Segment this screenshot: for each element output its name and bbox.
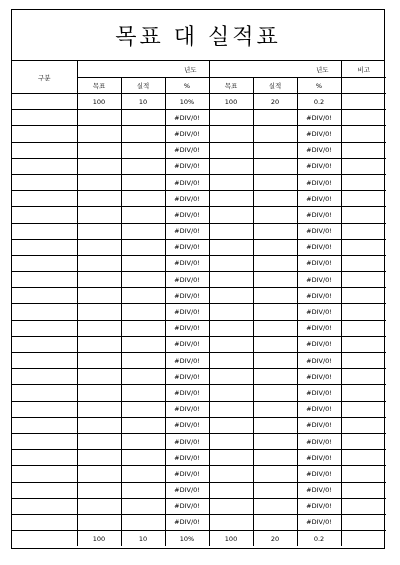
data-row	[12, 482, 386, 498]
category-cell[interactable]	[12, 174, 77, 190]
percent-cell-1[interactable]: #DIV/0!	[165, 401, 209, 417]
percent-cell-1[interactable]: #DIV/0!	[165, 239, 209, 255]
data-row-first	[12, 94, 386, 110]
remarks-cell[interactable]	[341, 450, 386, 466]
header-row-years	[12, 61, 386, 78]
data-row-total	[12, 531, 386, 547]
percent-cell-2[interactable]: #DIV/0!	[297, 207, 341, 223]
actual-cell-1[interactable]	[121, 142, 165, 158]
percent-cell-1[interactable]: #DIV/0!	[165, 158, 209, 174]
data-row	[12, 401, 386, 417]
target-header-1: 목표	[77, 78, 121, 94]
category-cell[interactable]	[12, 304, 77, 320]
remarks-cell[interactable]	[341, 239, 386, 255]
actual-cell-2[interactable]	[253, 320, 297, 336]
category-cell[interactable]	[12, 336, 77, 352]
percent-cell-1[interactable]: #DIV/0!	[165, 466, 209, 482]
target-cell-2[interactable]	[209, 207, 253, 223]
actual-cell-1[interactable]	[121, 110, 165, 126]
actual-cell-2[interactable]	[253, 466, 297, 482]
data-row	[12, 466, 386, 482]
actual-cell-1[interactable]	[121, 336, 165, 352]
target-cell-1[interactable]	[77, 385, 121, 401]
category-cell[interactable]	[12, 110, 77, 126]
actual-cell-1[interactable]	[121, 304, 165, 320]
actual-cell-2[interactable]	[253, 126, 297, 142]
remarks-header: 비고	[341, 61, 386, 78]
percent-cell-1[interactable]: #DIV/0!	[165, 433, 209, 449]
percent-cell-2[interactable]: #DIV/0!	[297, 401, 341, 417]
actual-cell-2[interactable]	[253, 158, 297, 174]
actual-cell-1[interactable]: 10	[121, 531, 165, 547]
actual-cell-1[interactable]	[121, 369, 165, 385]
data-row	[12, 255, 386, 271]
actual-cell-2[interactable]	[253, 207, 297, 223]
data-row	[12, 369, 386, 385]
category-cell[interactable]	[12, 255, 77, 271]
category-cell[interactable]	[12, 158, 77, 174]
percent-cell-1[interactable]: #DIV/0!	[165, 450, 209, 466]
actual-header-1: 실적	[121, 78, 165, 94]
percent-cell-2[interactable]: #DIV/0!	[297, 320, 341, 336]
target-cell-1[interactable]	[77, 466, 121, 482]
data-row	[12, 417, 386, 433]
percent-cell-2[interactable]: #DIV/0!	[297, 126, 341, 142]
target-cell-2[interactable]	[209, 369, 253, 385]
remarks-cell[interactable]	[341, 158, 386, 174]
actual-cell-1[interactable]	[121, 320, 165, 336]
percent-cell-2[interactable]: #DIV/0!	[297, 288, 341, 304]
percent-cell-1[interactable]: #DIV/0!	[165, 417, 209, 433]
target-cell-2[interactable]	[209, 304, 253, 320]
percent-cell-1[interactable]: #DIV/0!	[165, 304, 209, 320]
remarks-cell[interactable]	[341, 498, 386, 514]
data-row	[12, 223, 386, 239]
category-cell[interactable]	[12, 482, 77, 498]
data-row	[12, 207, 386, 223]
percent-cell-2[interactable]: #DIV/0!	[297, 466, 341, 482]
category-cell[interactable]	[12, 126, 77, 142]
target-cell-2[interactable]	[209, 239, 253, 255]
percent-cell-2[interactable]: #DIV/0!	[297, 174, 341, 190]
category-cell[interactable]	[12, 191, 77, 207]
year-header-1: 년도	[77, 61, 209, 78]
category-cell[interactable]	[12, 272, 77, 288]
actual-cell-2[interactable]	[253, 223, 297, 239]
percent-cell-1[interactable]: #DIV/0!	[165, 142, 209, 158]
percent-cell-2[interactable]: 0.2	[297, 94, 341, 110]
percent-cell-1[interactable]: #DIV/0!	[165, 207, 209, 223]
target-cell-1[interactable]	[77, 158, 121, 174]
target-cell-1[interactable]	[77, 239, 121, 255]
percent-cell-2[interactable]: #DIV/0!	[297, 336, 341, 352]
document-title: 목표 대 실적표	[12, 10, 384, 61]
remarks-cell[interactable]	[341, 514, 386, 530]
category-cell[interactable]	[12, 401, 77, 417]
target-cell-1[interactable]	[77, 353, 121, 369]
data-row	[12, 433, 386, 449]
remarks-cell[interactable]	[341, 207, 386, 223]
remarks-cell[interactable]	[341, 353, 386, 369]
actual-cell-2[interactable]: 20	[253, 531, 297, 547]
actual-cell-2[interactable]	[253, 401, 297, 417]
actual-cell-1[interactable]	[121, 288, 165, 304]
remarks-cell[interactable]	[341, 142, 386, 158]
percent-cell-2[interactable]: #DIV/0!	[297, 304, 341, 320]
target-cell-2[interactable]	[209, 353, 253, 369]
actual-cell-1[interactable]	[121, 158, 165, 174]
remarks-cell[interactable]	[341, 304, 386, 320]
actual-cell-2[interactable]	[253, 336, 297, 352]
percent-cell-2[interactable]: #DIV/0!	[297, 433, 341, 449]
target-cell-2[interactable]	[209, 110, 253, 126]
percent-cell-2[interactable]: #DIV/0!	[297, 239, 341, 255]
target-cell-2[interactable]	[209, 401, 253, 417]
actual-cell-2[interactable]	[253, 239, 297, 255]
target-actual-table	[12, 61, 386, 546]
actual-cell-2[interactable]	[253, 353, 297, 369]
actual-cell-2[interactable]	[253, 191, 297, 207]
percent-cell-1[interactable]: #DIV/0!	[165, 514, 209, 530]
data-row	[12, 191, 386, 207]
remarks-cell[interactable]	[341, 401, 386, 417]
remarks-cell[interactable]	[341, 320, 386, 336]
percent-cell-2[interactable]: #DIV/0!	[297, 191, 341, 207]
actual-cell-2[interactable]	[253, 498, 297, 514]
data-row	[12, 353, 386, 369]
data-row	[12, 142, 386, 158]
category-cell[interactable]	[12, 450, 77, 466]
data-row	[12, 498, 386, 514]
actual-cell-2[interactable]	[253, 385, 297, 401]
data-row	[12, 174, 386, 190]
percent-cell-1[interactable]: #DIV/0!	[165, 482, 209, 498]
target-cell-1[interactable]: 100	[77, 531, 121, 547]
remarks-cell[interactable]	[341, 336, 386, 352]
target-cell-2[interactable]	[209, 417, 253, 433]
actual-cell-2[interactable]	[253, 142, 297, 158]
target-cell-2[interactable]	[209, 142, 253, 158]
actual-cell-1[interactable]	[121, 498, 165, 514]
percent-cell-2[interactable]: #DIV/0!	[297, 385, 341, 401]
data-row	[12, 288, 386, 304]
target-cell-1[interactable]	[77, 369, 121, 385]
target-cell-2[interactable]: 100	[209, 94, 253, 110]
target-cell-1[interactable]	[77, 142, 121, 158]
percent-cell-1[interactable]: #DIV/0!	[165, 174, 209, 190]
actual-cell-1[interactable]	[121, 255, 165, 271]
remarks-cell[interactable]	[341, 531, 386, 547]
percent-cell-1[interactable]: #DIV/0!	[165, 110, 209, 126]
target-cell-1[interactable]	[77, 288, 121, 304]
target-cell-1[interactable]	[77, 482, 121, 498]
target-cell-2[interactable]	[209, 466, 253, 482]
data-row	[12, 450, 386, 466]
percent-cell-1[interactable]: #DIV/0!	[165, 385, 209, 401]
target-cell-1[interactable]	[77, 304, 121, 320]
data-row	[12, 126, 386, 142]
actual-cell-2[interactable]	[253, 433, 297, 449]
actual-cell-1[interactable]	[121, 223, 165, 239]
target-cell-1[interactable]	[77, 110, 121, 126]
target-header-2: 목표	[209, 78, 253, 94]
category-header: 구분	[12, 61, 77, 94]
target-cell-2[interactable]	[209, 320, 253, 336]
percent-cell-1[interactable]: #DIV/0!	[165, 223, 209, 239]
percent-cell-1[interactable]: #DIV/0!	[165, 191, 209, 207]
actual-cell-2[interactable]	[253, 369, 297, 385]
actual-cell-1[interactable]	[121, 191, 165, 207]
percent-cell-2[interactable]: 0.2	[297, 531, 341, 547]
percent-cell-2[interactable]: #DIV/0!	[297, 223, 341, 239]
percent-header-1: %	[165, 78, 209, 94]
remarks-cell[interactable]	[341, 417, 386, 433]
category-cell[interactable]	[12, 531, 77, 547]
remarks-cell[interactable]	[341, 110, 386, 126]
remarks-cell[interactable]	[341, 369, 386, 385]
category-cell[interactable]	[12, 514, 77, 530]
target-cell-1[interactable]	[77, 336, 121, 352]
actual-cell-2[interactable]	[253, 255, 297, 271]
actual-cell-2[interactable]: 20	[253, 94, 297, 110]
actual-cell-2[interactable]	[253, 304, 297, 320]
category-cell[interactable]	[12, 239, 77, 255]
percent-cell-1[interactable]: #DIV/0!	[165, 126, 209, 142]
actual-cell-1[interactable]: 10	[121, 94, 165, 110]
actual-cell-1[interactable]	[121, 433, 165, 449]
percent-cell-2[interactable]: #DIV/0!	[297, 450, 341, 466]
percent-cell-1[interactable]: 10%	[165, 531, 209, 547]
actual-cell-2[interactable]	[253, 174, 297, 190]
data-row	[12, 336, 386, 352]
percent-cell-2[interactable]: #DIV/0!	[297, 158, 341, 174]
data-row	[12, 304, 386, 320]
category-cell[interactable]	[12, 417, 77, 433]
data-row	[12, 320, 386, 336]
target-cell-1[interactable]: 100	[77, 94, 121, 110]
target-cell-2[interactable]	[209, 433, 253, 449]
target-cell-2[interactable]	[209, 174, 253, 190]
target-cell-2[interactable]: 100	[209, 531, 253, 547]
category-cell[interactable]	[12, 369, 77, 385]
category-cell[interactable]	[12, 223, 77, 239]
category-cell[interactable]	[12, 466, 77, 482]
actual-header-2: 실적	[253, 78, 297, 94]
target-cell-1[interactable]	[77, 223, 121, 239]
percent-cell-2[interactable]: #DIV/0!	[297, 353, 341, 369]
target-cell-2[interactable]	[209, 158, 253, 174]
category-cell[interactable]	[12, 498, 77, 514]
data-row	[12, 239, 386, 255]
percent-cell-2[interactable]: #DIV/0!	[297, 514, 341, 530]
actual-cell-1[interactable]	[121, 353, 165, 369]
data-row	[12, 272, 386, 288]
percent-cell-1[interactable]: #DIV/0!	[165, 255, 209, 271]
data-row	[12, 514, 386, 530]
percent-cell-1[interactable]: #DIV/0!	[165, 336, 209, 352]
percent-cell-2[interactable]: #DIV/0!	[297, 142, 341, 158]
percent-cell-1[interactable]: #DIV/0!	[165, 288, 209, 304]
remarks-cell[interactable]	[341, 223, 386, 239]
percent-cell-1[interactable]: #DIV/0!	[165, 320, 209, 336]
percent-cell-2[interactable]: #DIV/0!	[297, 272, 341, 288]
target-cell-1[interactable]	[77, 320, 121, 336]
actual-cell-1[interactable]	[121, 239, 165, 255]
target-cell-1[interactable]	[77, 174, 121, 190]
actual-cell-1[interactable]	[121, 450, 165, 466]
actual-cell-1[interactable]	[121, 272, 165, 288]
target-cell-1[interactable]	[77, 433, 121, 449]
target-cell-2[interactable]	[209, 126, 253, 142]
percent-cell-2[interactable]: #DIV/0!	[297, 482, 341, 498]
target-cell-1[interactable]	[77, 401, 121, 417]
target-cell-1[interactable]	[77, 498, 121, 514]
category-cell[interactable]	[12, 385, 77, 401]
remarks-cell[interactable]	[341, 288, 386, 304]
remarks-cell[interactable]	[341, 126, 386, 142]
target-cell-2[interactable]	[209, 191, 253, 207]
actual-cell-1[interactable]	[121, 482, 165, 498]
category-cell[interactable]	[12, 207, 77, 223]
actual-cell-1[interactable]	[121, 466, 165, 482]
category-cell[interactable]	[12, 288, 77, 304]
remarks-cell[interactable]	[341, 482, 386, 498]
category-cell[interactable]	[12, 320, 77, 336]
target-cell-1[interactable]	[77, 191, 121, 207]
remarks-cell[interactable]	[341, 272, 386, 288]
percent-cell-2[interactable]: #DIV/0!	[297, 498, 341, 514]
actual-cell-1[interactable]	[121, 207, 165, 223]
actual-cell-2[interactable]	[253, 110, 297, 126]
category-cell[interactable]	[12, 353, 77, 369]
target-cell-2[interactable]	[209, 482, 253, 498]
remarks-cell[interactable]	[341, 433, 386, 449]
data-row	[12, 158, 386, 174]
target-cell-1[interactable]	[77, 255, 121, 271]
actual-cell-2[interactable]	[253, 272, 297, 288]
actual-cell-1[interactable]	[121, 514, 165, 530]
actual-cell-2[interactable]	[253, 514, 297, 530]
remarks-cell[interactable]	[341, 94, 386, 110]
target-cell-2[interactable]	[209, 498, 253, 514]
actual-cell-1[interactable]	[121, 401, 165, 417]
remarks-cell[interactable]	[341, 174, 386, 190]
target-cell-2[interactable]	[209, 223, 253, 239]
percent-cell-2[interactable]: #DIV/0!	[297, 110, 341, 126]
actual-cell-1[interactable]	[121, 174, 165, 190]
target-vs-actual-sheet	[11, 9, 385, 549]
target-cell-1[interactable]	[77, 207, 121, 223]
percent-cell-1[interactable]: #DIV/0!	[165, 498, 209, 514]
actual-cell-1[interactable]	[121, 385, 165, 401]
actual-cell-1[interactable]	[121, 417, 165, 433]
percent-cell-2[interactable]: #DIV/0!	[297, 417, 341, 433]
target-cell-2[interactable]	[209, 255, 253, 271]
actual-cell-1[interactable]	[121, 126, 165, 142]
remarks-cell[interactable]	[341, 466, 386, 482]
actual-cell-2[interactable]	[253, 482, 297, 498]
remarks-subheader	[341, 78, 386, 94]
percent-cell-1[interactable]: #DIV/0!	[165, 272, 209, 288]
data-row	[12, 385, 386, 401]
actual-cell-2[interactable]	[253, 417, 297, 433]
target-cell-2[interactable]	[209, 450, 253, 466]
target-cell-1[interactable]	[77, 417, 121, 433]
target-cell-1[interactable]	[77, 450, 121, 466]
remarks-cell[interactable]	[341, 255, 386, 271]
actual-cell-2[interactable]	[253, 288, 297, 304]
actual-cell-2[interactable]	[253, 450, 297, 466]
category-cell[interactable]	[12, 142, 77, 158]
remarks-cell[interactable]	[341, 191, 386, 207]
category-cell[interactable]	[12, 433, 77, 449]
percent-cell-2[interactable]: #DIV/0!	[297, 255, 341, 271]
target-cell-2[interactable]	[209, 514, 253, 530]
percent-cell-1[interactable]: 10%	[165, 94, 209, 110]
percent-cell-1[interactable]: #DIV/0!	[165, 353, 209, 369]
category-cell[interactable]	[12, 94, 77, 110]
target-cell-1[interactable]	[77, 272, 121, 288]
target-cell-2[interactable]	[209, 336, 253, 352]
year-header-2: 년도	[209, 61, 341, 78]
remarks-cell[interactable]	[341, 385, 386, 401]
data-row	[12, 110, 386, 126]
target-cell-2[interactable]	[209, 288, 253, 304]
percent-cell-2[interactable]: #DIV/0!	[297, 369, 341, 385]
percent-cell-1[interactable]: #DIV/0!	[165, 369, 209, 385]
target-cell-1[interactable]	[77, 514, 121, 530]
target-cell-2[interactable]	[209, 272, 253, 288]
target-cell-1[interactable]	[77, 126, 121, 142]
percent-header-2: %	[297, 78, 341, 94]
target-cell-2[interactable]	[209, 385, 253, 401]
